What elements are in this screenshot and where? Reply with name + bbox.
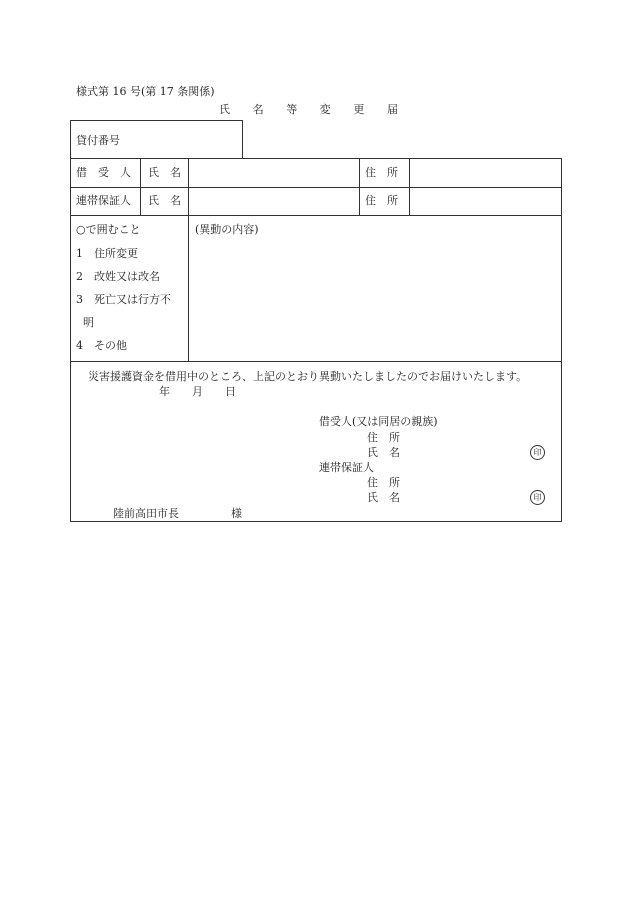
borrower-signature-address: 住 所 — [367, 431, 400, 444]
option-item[interactable]: 2 改姓又は改名 — [76, 270, 160, 283]
guarantor-signature-name: 氏 名 — [367, 491, 400, 504]
guarantor-label: 連帯保証人 — [76, 194, 131, 207]
guarantor-address-field[interactable] — [410, 188, 560, 214]
borrower-address-label: 住 所 — [365, 166, 398, 179]
guarantor-name-label: 氏 名 — [148, 194, 181, 207]
borrower-address-field[interactable] — [410, 159, 560, 186]
borrower-name-field[interactable] — [189, 159, 358, 186]
seal-icon: 印 — [530, 445, 545, 460]
borrower-signature-name: 氏 名 — [367, 446, 400, 459]
change-details-label: (異動の内容) — [195, 223, 259, 236]
option-item[interactable]: 4 その他 — [76, 339, 127, 352]
table-border — [242, 120, 243, 158]
option-item[interactable]: 1 住所変更 — [76, 247, 138, 260]
guarantor-signature-address: 住 所 — [367, 476, 400, 489]
table-border — [561, 158, 562, 522]
borrower-label: 借 受 人 — [76, 166, 131, 179]
borrower-name-label: 氏 名 — [148, 166, 181, 179]
change-details-field[interactable] — [189, 238, 560, 360]
form-title: 氏 名 等 変 更 届 — [219, 103, 399, 116]
table-border — [140, 158, 141, 215]
option-item-continuation: 明 — [83, 316, 94, 329]
addressee-honorific: 様 — [231, 507, 242, 520]
option-item[interactable]: 3 死亡又は行方不 — [76, 293, 171, 306]
table-border — [70, 361, 561, 362]
table-border — [70, 215, 561, 216]
declaration-date: 年 月 日 — [159, 385, 236, 398]
declaration-statement: 災害援護資金を借用中のところ、上記のとおり異動いたしましたのでお届けいたします。 — [88, 370, 528, 383]
loan-number-label: 貸付番号 — [76, 134, 120, 147]
seal-icon: 印 — [530, 490, 545, 505]
borrower-signature-heading: 借受人(又は同居の親族) — [319, 415, 438, 428]
guarantor-address-label: 住 所 — [365, 194, 398, 207]
table-border — [359, 158, 360, 215]
form-number: 様式第 16 号(第 17 条関係) — [76, 85, 215, 98]
options-instruction: ○で囲むこと — [76, 223, 141, 236]
table-border — [70, 120, 242, 121]
table-border — [70, 120, 71, 522]
guarantor-name-field[interactable] — [189, 188, 358, 214]
addressee-mayor: 陸前高田市長 — [113, 507, 179, 520]
table-border — [70, 521, 561, 522]
guarantor-signature-heading: 連帯保証人 — [319, 461, 374, 474]
